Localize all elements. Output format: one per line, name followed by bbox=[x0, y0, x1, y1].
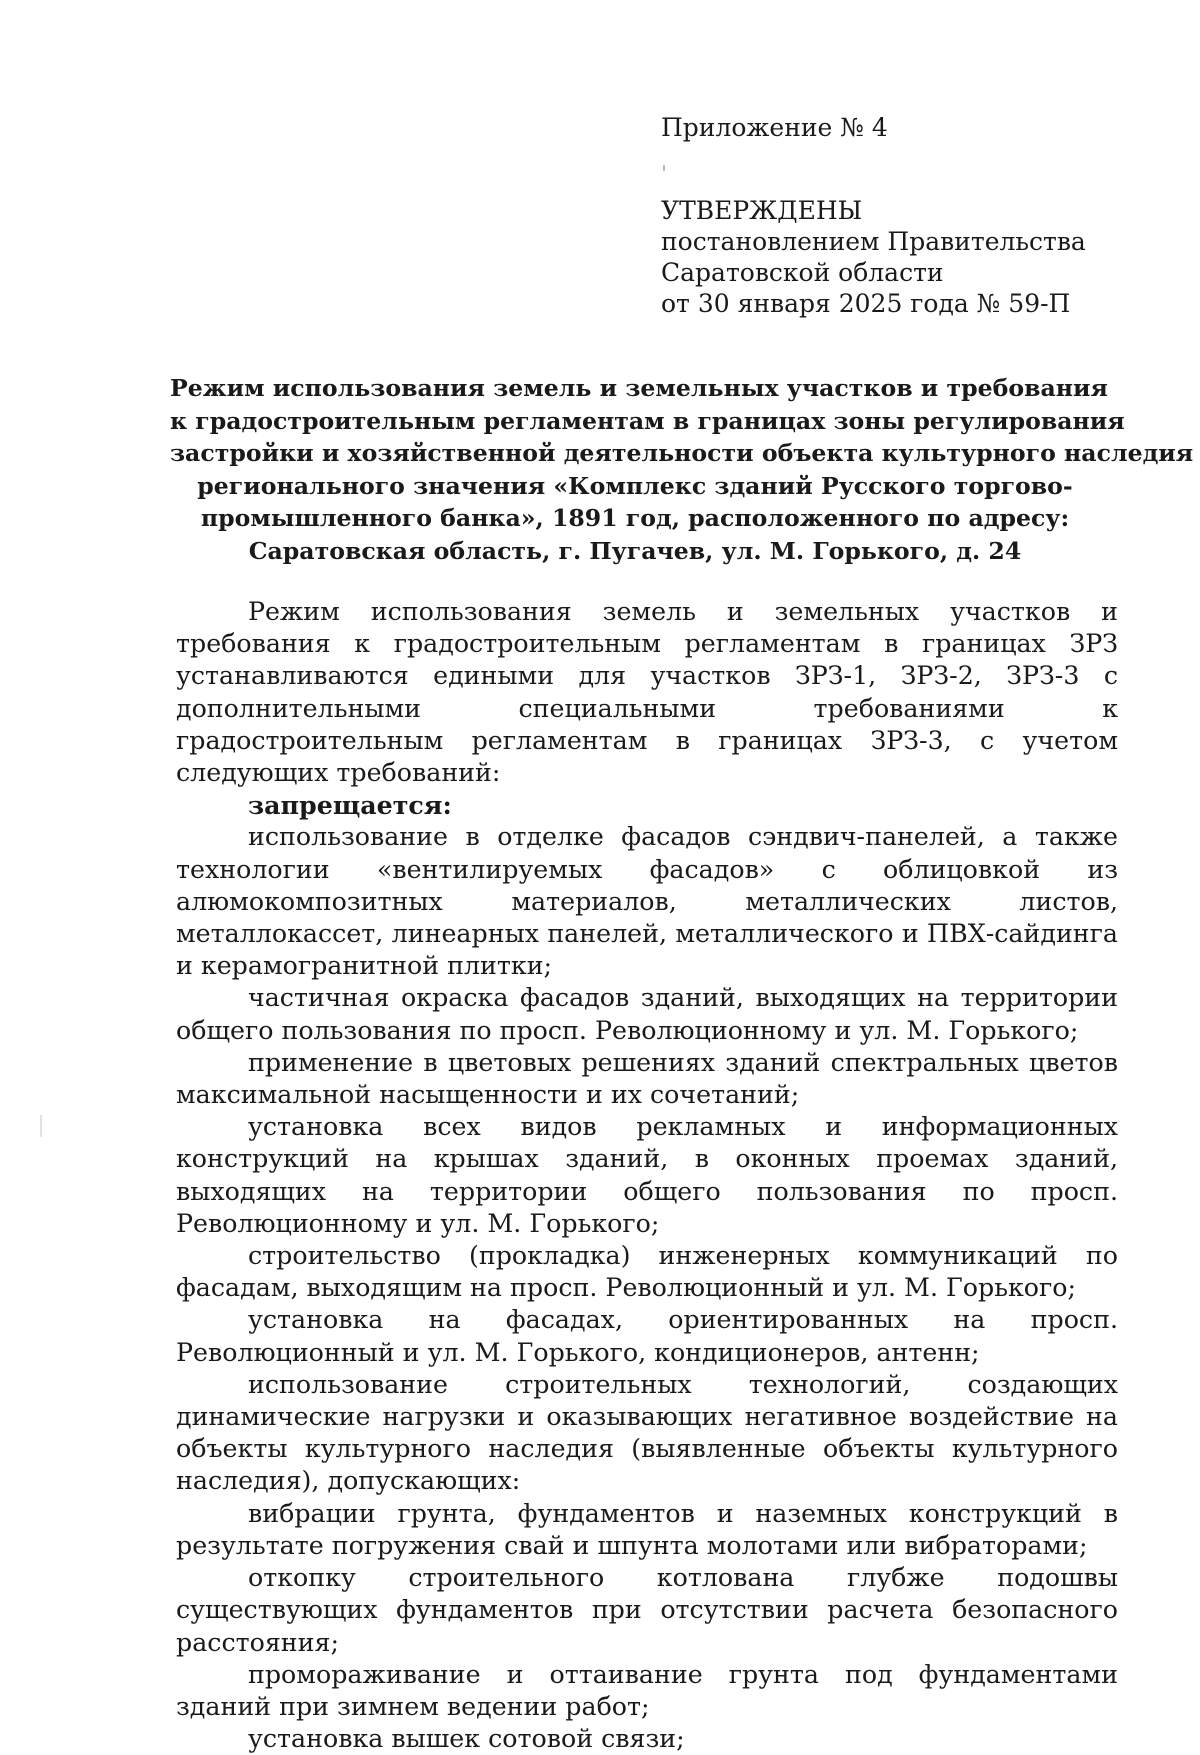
scan-artifact bbox=[40, 1115, 42, 1137]
approved-date: от 30 января 2025 года № 59-П bbox=[661, 289, 1071, 318]
approved-region: Саратовской области bbox=[661, 258, 944, 287]
document-title bbox=[170, 372, 1194, 567]
prohibited-item: строительство (прокладка) инженерных коммуникаций по фасадам, выходящим на просп. Революционный и ул. М. Горького; bbox=[176, 1241, 1118, 1303]
prohibited-item: использование строительных технологий, создающих динамические нагрузки и оказывающих негативное воздействие на объекты культурного наследия (выявленные объекты культурного наследия), допускающих: bbox=[176, 1369, 1118, 1496]
prohibited-item: откопку строительного котлована глубже подошвы существующих фундаментов при отсутствии расчета безопасного расстояния; bbox=[176, 1563, 1118, 1657]
title-line: Режим использования земель и земельных участков и требования bbox=[170, 374, 1108, 402]
prohibited-item: вибрации грунта, фундаментов и наземных конструкций в результате погружения свай и шпунта молотами или вибраторами; bbox=[176, 1498, 1118, 1560]
title-line: Саратовская область, г. Пугачев, ул. М. Горького, д. 24 bbox=[248, 536, 1022, 565]
prohibited-item: использование в отделке фасадов сэндвич-панелей, а также технологии «вентилируемых фасадов» с облицовкой из алюмокомпозитных материалов, металлических листов, металлокассет, линеарных панелей, металлического и ПВХ-сайдинга и керамогранитной плитки; bbox=[176, 822, 1118, 981]
document-body bbox=[176, 596, 1118, 1755]
prohibited-item: установка на фасадах, ориентированных на просп. Революционный и ул. М. Горького, кондиционеров, антенн; bbox=[176, 1305, 1118, 1367]
prohibited-item: частичная окраска фасадов зданий, выходящих на территории общего пользования по просп. Революционному и ул. М. Горького; bbox=[176, 983, 1118, 1045]
appendix-label: Приложение № 4 bbox=[661, 113, 888, 142]
title-line: к градостроительным регламентам в границах зоны регулирования bbox=[170, 406, 1125, 435]
title-line: регионального значения «Комплекс зданий Русского торгово- bbox=[197, 471, 1073, 500]
prohibited-item: установка вышек сотовой связи; bbox=[248, 1724, 685, 1754]
title-line: промышленного банка», 1891 год, расположенного по адресу: bbox=[200, 504, 1070, 532]
title-line: застройки и хозяйственной деятельности объекта культурного наследия bbox=[170, 439, 1194, 467]
intro-paragraph: Режим использования земель и земельных участков и требования к градостроительным регламентам в границах ЗРЗ устанавливаются едиными для участков ЗРЗ-1, ЗРЗ-2, ЗРЗ-3 с дополнительными специальными требованиями к градостроительным регламентам в границах ЗРЗ-3, с учетом следующих требований: bbox=[176, 597, 1118, 788]
prohibited-item: промораживание и оттаивание грунта под фундаментами зданий при зимнем ведении работ; bbox=[176, 1659, 1118, 1721]
prohibited-heading: запрещается: bbox=[248, 790, 452, 821]
prohibited-item: установка всех видов рекламных и информационных конструкций на крышах зданий, в оконных проемах зданий, выходящих на территории общего пользования по просп. Революционному и ул. М. Горького; bbox=[176, 1112, 1118, 1238]
approval-block bbox=[661, 112, 1121, 319]
prohibited-item: применение в цветовых решениях зданий спектральных цветов максимальной насыщенности и их сочетаний; bbox=[176, 1047, 1118, 1110]
approved-label: УТВЕРЖДЕНЫ bbox=[661, 196, 863, 225]
approved-by: постановлением Правительства bbox=[661, 227, 1086, 256]
